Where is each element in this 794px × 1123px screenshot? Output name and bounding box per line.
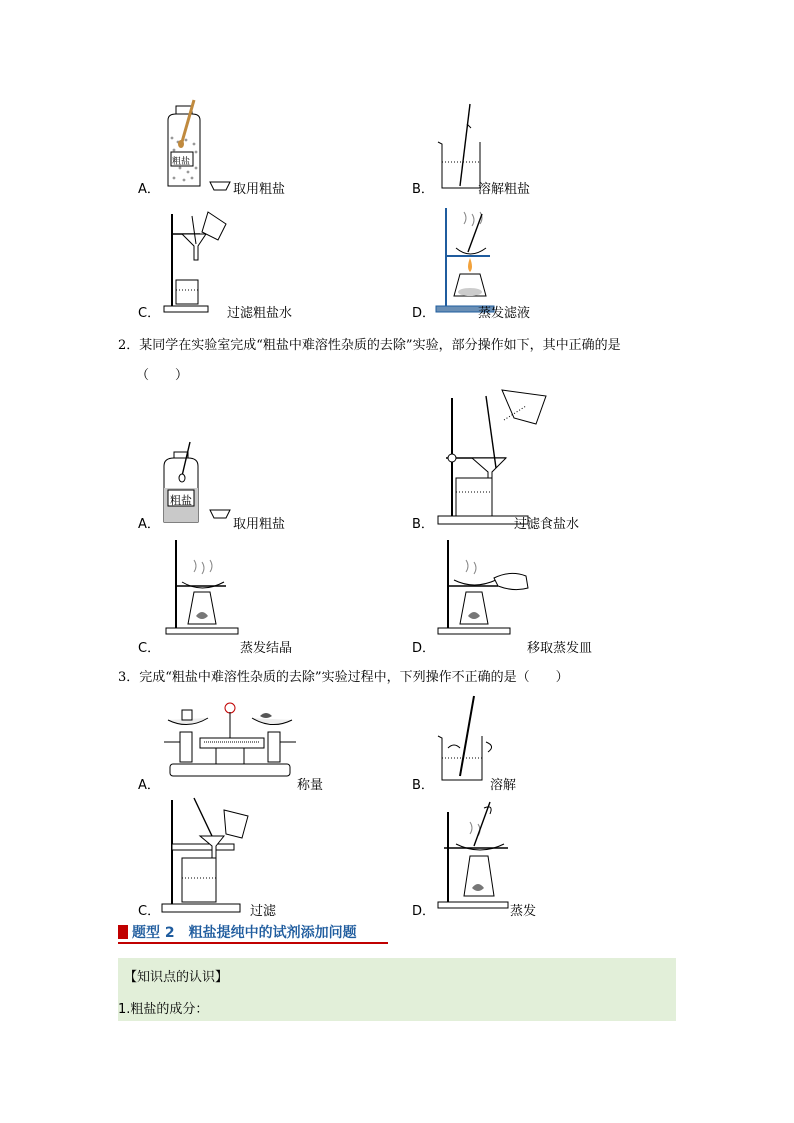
q2-option-b-caption: 过滤食盐水	[514, 517, 580, 532]
q3-option-d-caption: 蒸发	[510, 904, 537, 919]
q3-option-a-letter: A．	[138, 778, 160, 793]
knowledge-item-1: 1.粗盐的成分：	[118, 1002, 209, 1017]
q1-option-d-caption: 蒸发滤液	[478, 306, 531, 321]
q1-filtration-figure	[160, 210, 240, 316]
q1-bottle-figure	[158, 98, 238, 194]
q3-filtration-figure	[158, 796, 258, 916]
q1-bottle-label: 粗盐	[172, 157, 191, 167]
section-title-text: 题型 2 粗盐提纯中的试剂添加问题	[132, 925, 357, 941]
q3-option-d-letter: D．	[412, 904, 436, 919]
q1-option-d-letter: D．	[412, 306, 436, 321]
q3-option-b-caption: 溶解	[490, 778, 517, 793]
q2-option-c-letter: C．	[138, 641, 161, 656]
section-underline	[118, 942, 388, 944]
q1-option-a-caption: 取用粗盐	[233, 182, 286, 197]
knowledge-heading: 【知识点的认识】	[124, 970, 229, 985]
q1-option-c-caption: 过滤粗盐水	[227, 306, 293, 321]
q2-filtration-figure	[436, 388, 566, 528]
section-marker	[118, 925, 128, 939]
section-title	[118, 922, 357, 942]
q3-option-a-caption: 称量	[297, 778, 324, 793]
q3-option-b-letter: B．	[412, 778, 434, 793]
q3-option-c-caption: 过滤	[250, 904, 277, 919]
q2-evaporation-figure	[162, 536, 242, 640]
q1-evaporation-figure	[434, 204, 514, 316]
q1-option-b-letter: B．	[412, 182, 434, 197]
q2-bottle-figure	[158, 436, 238, 528]
q3-stem	[118, 666, 569, 685]
q3-option-c-letter: C．	[138, 904, 161, 919]
q2-answer-blank: （ ）	[136, 368, 189, 383]
q2-hand-dish-figure	[434, 536, 534, 640]
q1-option-c-letter: C．	[138, 306, 161, 321]
q3-stem-text: 完成“粗盐中难溶性杂质的去除”实验过程中，下列操作不正确的是（ ）	[139, 670, 569, 685]
q2-number: 2．	[118, 338, 140, 353]
q2-option-d-caption: 移取蒸发皿	[527, 641, 593, 656]
q2-option-a-letter: A．	[138, 517, 160, 532]
q2-stem-text: 某同学在实验室完成“粗盐中难溶性杂质的去除”实验，部分操作如下，其中正确的是	[139, 338, 621, 353]
q1-option-a-letter: A．	[138, 182, 160, 197]
q2-option-d-letter: D．	[412, 641, 436, 656]
q2-option-b-letter: B．	[412, 517, 434, 532]
q2-stem	[118, 334, 621, 353]
q2-bottle-label: 粗盐	[170, 494, 192, 507]
q1-option-b-caption: 溶解粗盐	[478, 182, 531, 197]
q2-option-c-caption: 蒸发结晶	[240, 641, 293, 656]
knowledge-box	[118, 958, 676, 1021]
q3-evaporation-figure	[434, 798, 524, 916]
q2-option-a-caption: 取用粗盐	[233, 517, 286, 532]
q3-number: 3．	[118, 670, 140, 685]
q3-balance-figure	[160, 698, 300, 784]
